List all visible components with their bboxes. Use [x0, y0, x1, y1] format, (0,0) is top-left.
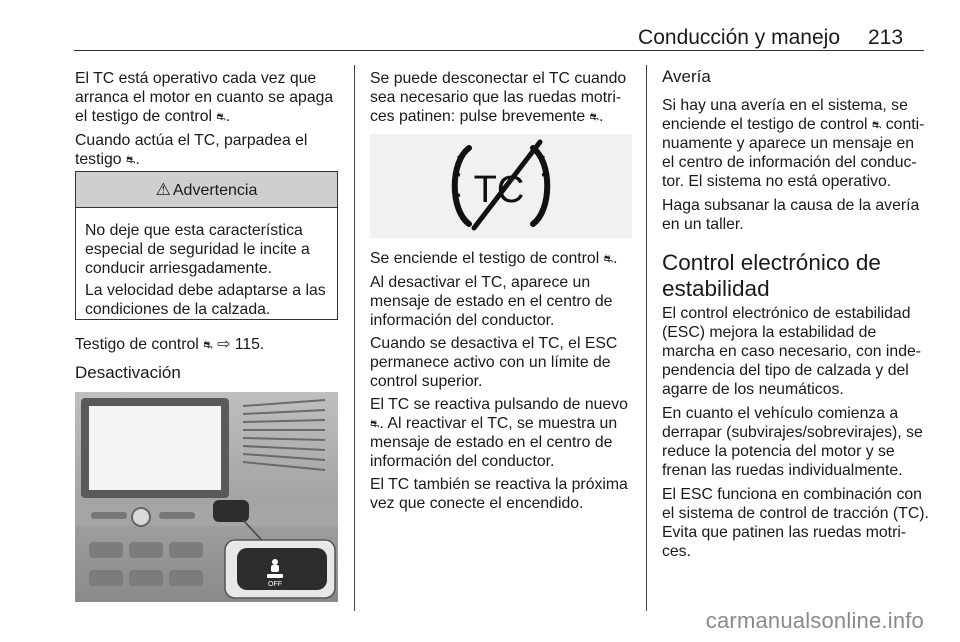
traction-control-icon: ⛐: [125, 154, 136, 166]
col1-p3: Testigo de control ⛐ ⇨ 115.: [75, 336, 265, 353]
tc-off-button-icon: ⛐: [370, 418, 380, 430]
col2-p1-line3: ces patinen: pulse brevemente ⛐.: [370, 108, 604, 125]
col2-p3-line2: mensaje de estado en el centro de: [370, 293, 613, 310]
warning-p1-line2: especial de seguridad le incite a: [85, 241, 310, 258]
col2-p4-line2: permanece activo con un límite de: [370, 354, 611, 371]
col1-p2-line1: Cuando actúa el TC, parpadea el: [75, 132, 308, 149]
column-divider-2: [646, 65, 647, 611]
col2-p6-line2: vez que conecte el encendido.: [370, 495, 584, 512]
col3-p3-line1: El control electrónico de estabilidad: [662, 305, 911, 322]
col2-p5-line3: mensaje de estado en el centro de: [370, 434, 613, 451]
col1-p1-line3: el testigo de control ⛐.: [75, 108, 231, 125]
col3-p1-line4: el centro de información del conduc-: [662, 154, 917, 171]
col3-p4-line4: frenan las ruedas individualmente.: [662, 462, 903, 479]
warning-title: Advertencia: [172, 182, 258, 199]
col3-p5-line3: Evita que patinen las ruedas motri-: [662, 524, 907, 541]
col3-p3-line5: agarre de los neumáticos.: [662, 381, 844, 398]
col2-p5-line1: El TC se reactiva pulsando de nuevo: [370, 396, 628, 413]
col3-p1-line1: Si hay una avería en el sistema, se: [662, 97, 908, 114]
traction-control-icon: ⛐: [871, 119, 882, 131]
section-heading-desactivacion: Desactivación: [75, 363, 181, 382]
col3-p3-line4: pendencia del tipo de calzada y del: [662, 362, 909, 379]
page-ref-arrow-icon: ⇨: [217, 336, 231, 353]
col2-p1-line2: sea necesario que las ruedas motri-: [370, 89, 622, 106]
col2-p2: Se enciende el testigo de control ⛐.: [370, 250, 618, 267]
col2-p6-line1: El TC también se reactiva la próxima: [370, 476, 628, 493]
header-rule: [74, 50, 924, 51]
tc-off-button-icon: ⛐: [589, 111, 600, 123]
col2-p5-line2: ⛐. Al reactivar el TC, se muestra un: [370, 415, 618, 432]
column-divider-1: [354, 65, 355, 611]
watermark: carmanualsonline.info: [705, 608, 924, 633]
col3-p3-line2: (ESC) mejora la estabilidad de: [662, 324, 877, 341]
traction-control-icon: ⛐: [203, 339, 213, 351]
warning-p2-line1: La velocidad debe adaptarse a las: [85, 282, 326, 299]
section-heading-esc-line2: estabilidad: [662, 276, 770, 301]
traction-control-icon: ⛐: [216, 111, 226, 123]
col2-p4-line1: Cuando se desactiva el TC, el ESC: [370, 335, 618, 352]
col3-p1-line2: enciende el testigo de control ⛐ conti-: [662, 116, 925, 133]
col3-p5-line1: El ESC funciona en combinación con: [662, 486, 922, 503]
col3-p1-line3: nuamente y aparece un mensaje en: [662, 135, 915, 152]
col2-p1-line1: Se puede desconectar el TC cuando: [370, 70, 627, 87]
svg-text:OFF: OFF: [268, 581, 282, 588]
warning-triangle-icon: ⚠: [155, 180, 171, 199]
col3-p1-line5: tor. El sistema no está operativo.: [662, 173, 892, 190]
tc-lamp-label: TC: [473, 169, 525, 211]
tc-warning-lamp-illustration: [370, 134, 632, 238]
tc-off-lamp-icon: ⛐: [603, 253, 614, 265]
col3-p5-line2: el sistema de control de tracción (TC).: [662, 505, 929, 522]
page-number: 213: [868, 26, 904, 49]
col3-p3-line3: marcha en caso necesario, con inde-: [662, 343, 922, 360]
warning-p1-line3: conducir arriesgadamente.: [85, 260, 273, 277]
col2-p3-line3: información del conductor.: [370, 312, 555, 329]
dashboard-illustration: [75, 392, 338, 602]
warning-p1-line1: No deje que esta característica: [85, 222, 303, 239]
col2-p5-line4: información del conductor.: [370, 453, 555, 470]
col1-p1-line2: arranca el motor en cuanto se apaga: [75, 89, 334, 106]
section-heading-esc-line1: Control electrónico de: [662, 250, 881, 275]
col2-p3-line1: Al desactivar el TC, aparece un: [370, 274, 591, 291]
col1-p1-line1: El TC está operativo cada vez que: [75, 70, 317, 87]
page-header-title: Conducción y manejo: [638, 26, 840, 49]
section-heading-averia: Avería: [662, 67, 711, 86]
col3-p4-line1: En cuanto el vehículo comienza a: [662, 405, 899, 422]
col1-p2-line2: testigo ⛐.: [75, 151, 140, 168]
warning-header: [76, 172, 337, 208]
col3-p2-line2: en un taller.: [662, 216, 744, 233]
warning-p2-line2: condiciones de la calzada.: [85, 301, 271, 318]
col3-p2-line1: Haga subsanar la causa de la avería: [662, 197, 920, 214]
col2-p4-line3: control superior.: [370, 373, 483, 390]
col3-p4-line2: derrapar (subvirajes/sobrevirajes), se: [662, 424, 923, 441]
col3-p5-line4: ces.: [662, 543, 691, 560]
col3-p4-line3: reduce la potencia del motor y se: [662, 443, 895, 460]
